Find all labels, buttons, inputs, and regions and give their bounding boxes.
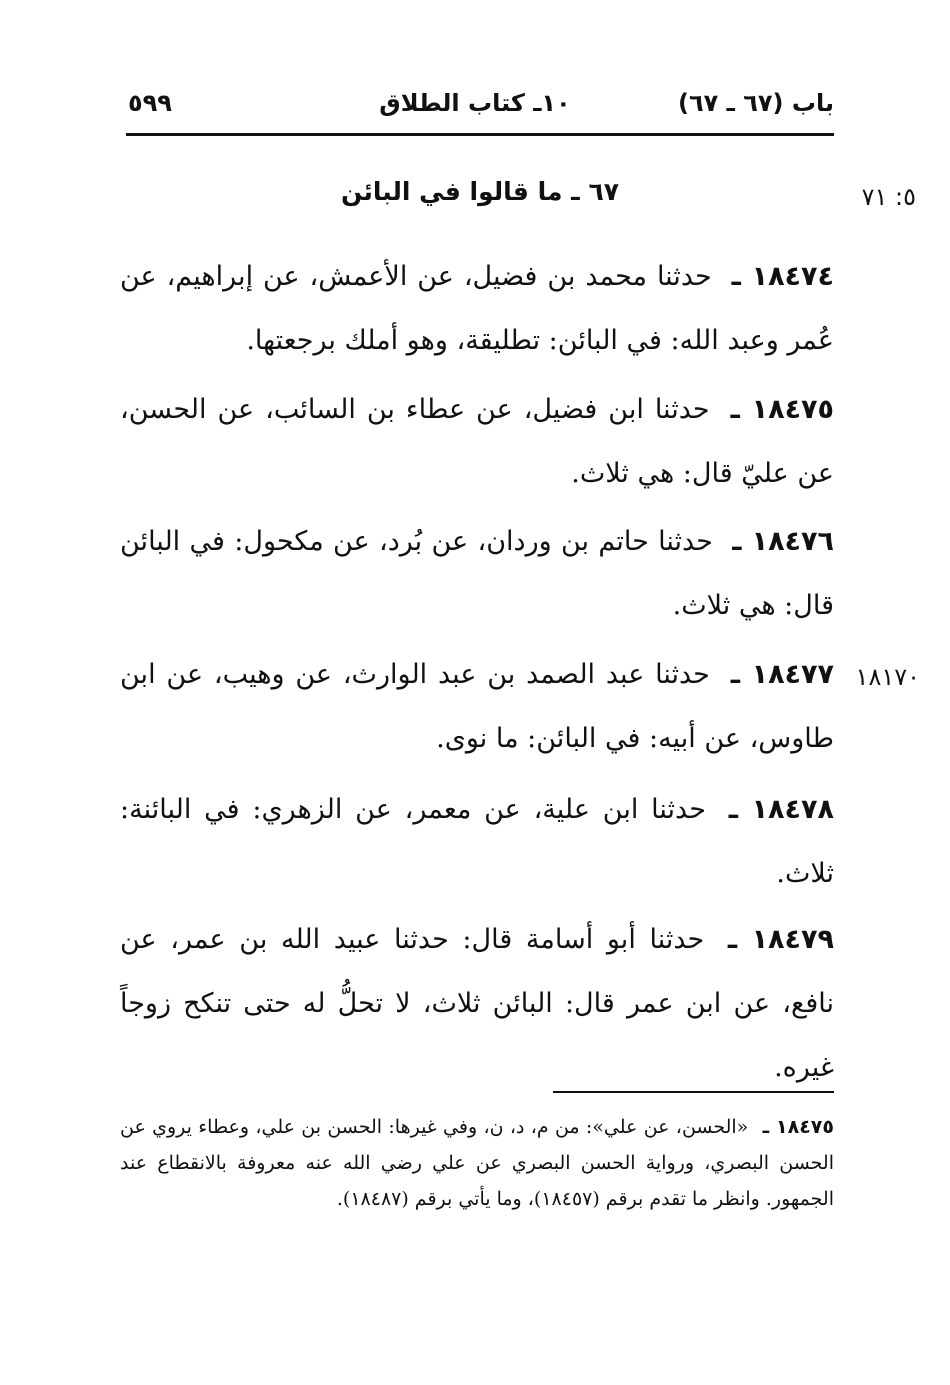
- hadith-number: ١٨٤٧٥ ـ: [730, 394, 835, 425]
- hadith-text: حدثنا أبو أسامة قال: حدثنا عبيد الله بن عمر، عن نافع، عن ابن عمر قال: البائن ثلاث، لا تحلُّ له حتى تنكح زوجاً غيره.: [120, 924, 834, 1083]
- page-number: ٥٩٩: [128, 89, 172, 117]
- hadith-text: حدثنا حاتم بن وردان، عن بُرد، عن مكحول: في البائن قال: هي ثلاث.: [120, 526, 834, 621]
- hadith-entry: [120, 778, 834, 906]
- hadith-text: حدثنا محمد بن فضيل، عن الأعمش، عن إبراهيم، عن عُمر وعبد الله: في البائن: تطليقة، وهو أملك برجعتها.: [120, 261, 834, 356]
- hadith-text: حدثنا عبد الصمد بن عبد الوارث، عن وهيب، عن ابن طاوس، عن أبيه: في البائن: ما نوى.: [120, 659, 834, 754]
- footnote-text: «الحسن، عن علي»: من م، د، ن، وفي غيرها: الحسن بن علي، وعطاء يروي عن الحسن البصري، ورواية الحسن البصري عن علي رضي الله عنه معروفة بالانقطاع عند الجمهور. وانظر ما تقدم برقم (١٨٤٥٧)، وما يأتي برقم (١٨٤٨٧).: [120, 1116, 834, 1210]
- header-divider: [126, 133, 834, 136]
- hadith-entry: [120, 378, 834, 506]
- chapter-margin-reference: ٥: ٧١: [861, 183, 916, 211]
- header-book-title: ١٠ـ كتاب الطلاق: [379, 89, 571, 117]
- hadith-number: ١٨٤٧٩ ـ: [727, 924, 834, 955]
- hadith-entry: [120, 908, 834, 1100]
- hadith-entry: [120, 643, 834, 771]
- header-section-title: باب (٦٧ ـ ٦٧): [678, 89, 834, 117]
- hadith-number: ١٨٤٧٦ ـ: [732, 526, 834, 557]
- hadith-number: ١٨٤٧٤ ـ: [731, 261, 834, 292]
- hadith-margin-reference: ١٨١٧٠: [855, 663, 920, 691]
- chapter-title: ٦٧ ـ ما قالوا في البائن: [341, 177, 619, 206]
- footnote-divider: [553, 1091, 834, 1093]
- footnote: [120, 1109, 834, 1217]
- hadith-text: حدثنا ابن علية، عن معمر، عن الزهري: في البائنة: ثلاث.: [120, 794, 834, 889]
- hadith-text: حدثنا ابن فضيل، عن عطاء بن السائب، عن الحسن، عن عليّ قال: هي ثلاث.: [120, 394, 834, 489]
- footnote-number: ١٨٤٧٥ ـ: [762, 1116, 834, 1138]
- hadith-number: ١٨٤٧٧ ـ: [730, 659, 834, 690]
- hadith-entry: [120, 245, 834, 373]
- hadith-number: ١٨٤٧٨ ـ: [728, 794, 834, 825]
- hadith-entry: [120, 510, 834, 638]
